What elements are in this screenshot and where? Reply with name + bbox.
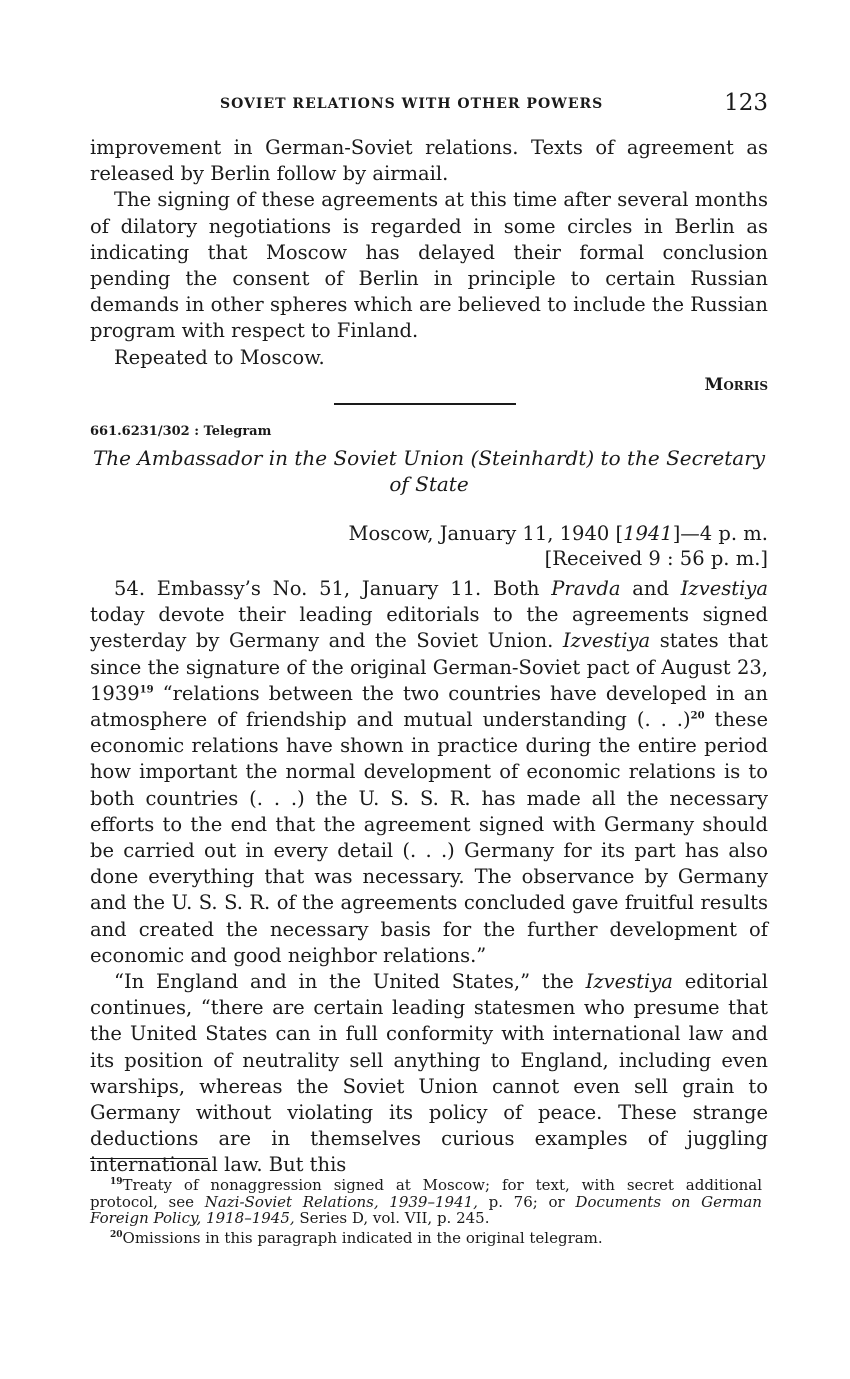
dateline-time: ]—4 p. m.	[672, 522, 768, 545]
dateline-corrected-year: 1941	[623, 522, 673, 545]
paragraph	[90, 576, 768, 969]
citation-title: Nazi-Soviet Relations, 1939–1941,	[204, 1192, 478, 1211]
document-title	[90, 445, 768, 497]
dateline-place: Moscow, January 11, 1940 [	[348, 522, 624, 545]
footnote-ref[interactable]: 20	[690, 710, 705, 722]
running-head: SOVIET RELATIONS WITH OTHER POWERS	[220, 96, 604, 112]
received-time: [Received 9 : 56 p. m.]	[544, 547, 768, 570]
page-number: 123	[724, 90, 768, 116]
newspaper-name: Pravda	[551, 577, 621, 600]
paragraph	[90, 969, 768, 1179]
citation-title: Documents on German Foreign Policy, 1918–1945,	[90, 1192, 762, 1227]
footnote-ref[interactable]: 19	[139, 684, 154, 696]
text-run: Series D, vol. VII, p. 245.	[294, 1209, 490, 1227]
title-line-1: The Ambassador in the Soviet Union (Steinhardt) to the Secretary	[92, 446, 766, 470]
newspaper-name: Izvestiya	[680, 577, 768, 600]
text-run: states that since the signature of the original German-Soviet pact of August 23, 1939	[90, 629, 768, 705]
text-run: and	[620, 577, 681, 600]
footnote-20	[90, 1227, 762, 1247]
page-header	[90, 90, 768, 120]
footnote-divider	[90, 1158, 208, 1159]
newspaper-name: Izvestiya	[585, 970, 673, 994]
paragraph: The signing of these agreements at this time after several months of dilatory negotiations is regarded in some circles in Berlin as indicating that Moscow has delayed their formal conclusion pending the consent of Berlin in principle to certain Russian demands in other spheres which are believed to include the Russian program with respect to Finland.	[90, 188, 768, 343]
dateline	[349, 520, 768, 547]
footnote-number: 20	[110, 1229, 123, 1240]
paragraph: Repeated to Moscow.	[114, 345, 325, 369]
text-run: editorial continues, “there are certain leading statesmen who presume that the United States can in full conformity with international law and its position of neutrality sell anything to England, including even warships, whereas the Soviet Union cannot even sell grain to Germany without violating its policy of peace. These strange deductions are in themselves curious examples of juggling international law. But this	[90, 970, 768, 1177]
text-run: Omissions in this paragraph indicated in the original telegram.	[122, 1228, 603, 1247]
telegram-body	[90, 576, 768, 1179]
paragraph: improvement in German-Soviet relations. Texts of agreement as released by Berlin follow by airmail.	[90, 136, 768, 186]
text-run: “In England and in the United States,” the	[114, 970, 586, 994]
text-run: Treaty of nonaggression signed at Moscow; for text, with secret additional protocol, see	[90, 1176, 762, 1211]
footnotes	[90, 1174, 762, 1246]
text-run: p. 76; or	[477, 1192, 576, 1211]
text-run: these economic relations have shown in practice during the entire period how important the normal development of economic relations is to both countries (. . .) the U. S. S. R. has made all the necessary efforts to the end that the agreement signed with Germany should be carried out in every detail (. . .) Germany for its part has also done everything that was necessary. The observance by Germany and the U. S. S. R. of the agreements concluded gave fruitful results and created the necessary basis for the further development of economic and good neighbor relations.”	[90, 708, 768, 967]
footnote-number: 19	[110, 1177, 123, 1187]
section-divider	[334, 403, 516, 405]
signature: Morris	[704, 375, 768, 395]
newspaper-name: Izvestiya	[562, 629, 651, 653]
file-reference: 661.6231/302 : Telegram	[90, 424, 272, 439]
text-run: “relations between the two countries have developed in an atmosphere of friendship and mutual understanding (. . .)	[90, 681, 768, 732]
title-line-2: of State	[389, 472, 469, 496]
footnote-19	[90, 1174, 762, 1227]
text-run: today devote their leading editorials to the agreements signed yesterday by Germany and the Soviet Union.	[90, 603, 768, 653]
previous-document-body	[90, 135, 768, 371]
text-run: 54. Embassy’s No. 51, January 11. Both	[114, 577, 552, 600]
